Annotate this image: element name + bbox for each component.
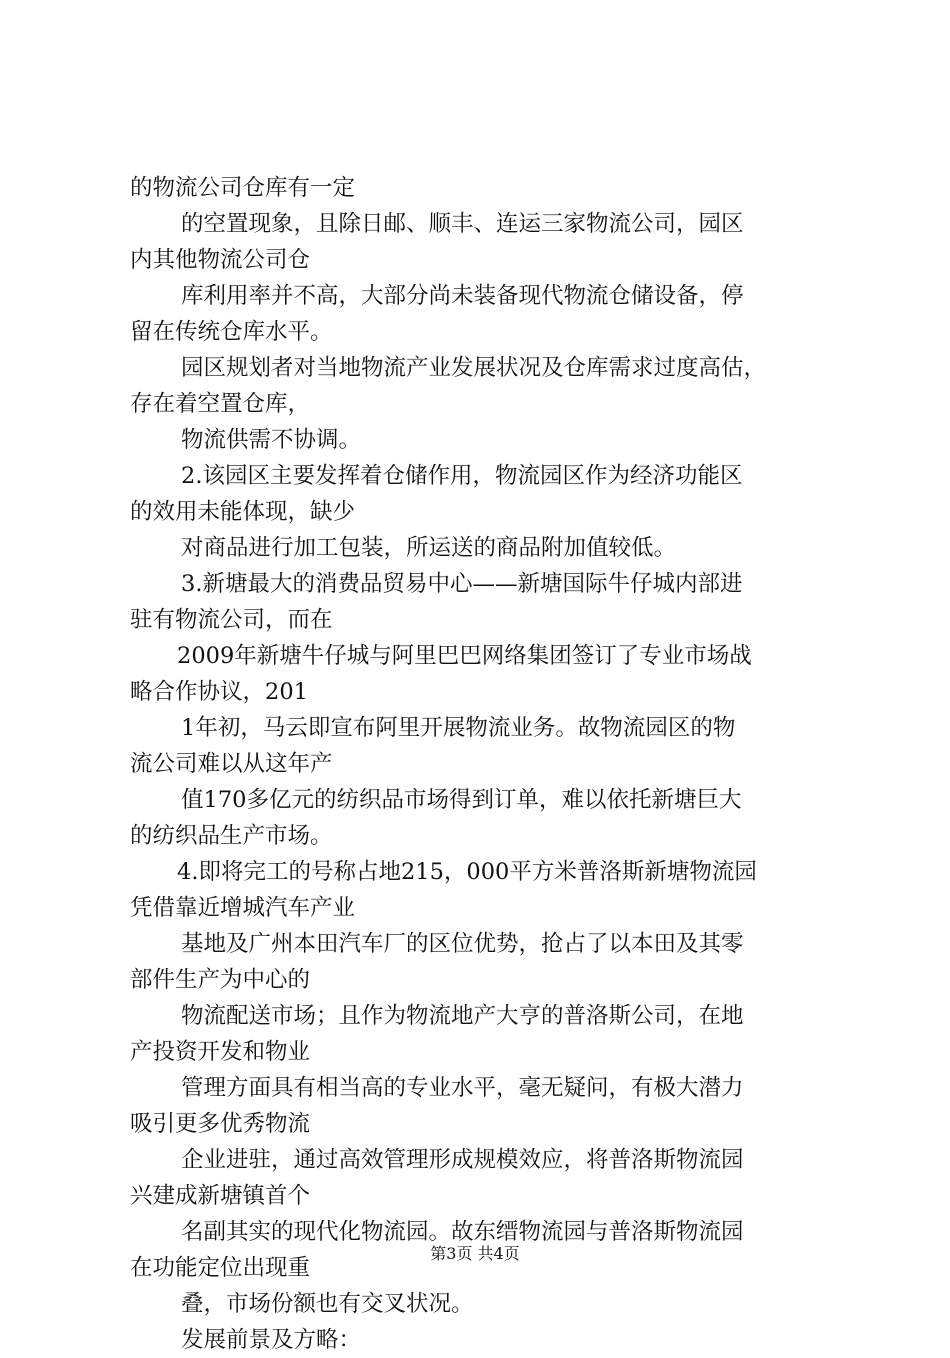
- paragraph: [130, 422, 842, 458]
- text-line: 库利用率并不高，大部分尚未装备现代物流仓储设备，停: [181, 283, 744, 309]
- text-line: 名副其实的现代化物流园。故东缙物流园与普洛斯物流园: [181, 1219, 744, 1245]
- paragraph: [130, 530, 842, 566]
- paragraph: [130, 1070, 842, 1142]
- text-line: 部件生产为中心的: [130, 967, 311, 993]
- document-body: [130, 170, 842, 1358]
- text-line: 流公司难以从这年产: [130, 751, 333, 777]
- text-line: 存在着空置仓库，: [130, 391, 311, 417]
- text-line: 驻有物流公司，而在: [130, 607, 333, 633]
- text-line: 的纺织品生产市场。: [130, 823, 333, 849]
- text-line: 1年初，马云即宣布阿里开展物流业务。故物流园区的物: [181, 715, 736, 741]
- text-line: 的空置现象，且除日邮、顺丰、连运三家物流公司，园区: [181, 211, 744, 237]
- text-line: 产投资开发和物业: [130, 1039, 311, 1065]
- text-line: 值170多亿元的纺织品市场得到订单，难以依托新塘巨大: [181, 787, 742, 813]
- text-line: 企业进驻，通过高效管理形成规模效应，将普洛斯物流园: [181, 1147, 744, 1173]
- text-line: 园区规划者对当地物流产业发展状况及仓库需求过度高估，: [181, 355, 767, 381]
- text-line: 的物流公司仓库有一定: [130, 175, 356, 201]
- text-line: 吸引更多优秀物流: [130, 1111, 311, 1137]
- paragraph: [130, 782, 842, 854]
- text-line: 2.该园区主要发挥着仓储作用，物流园区作为经济功能区: [181, 463, 743, 489]
- text-line: 内其他物流公司仓: [130, 247, 311, 273]
- text-line: 物流配送市场；且作为物流地产大亨的普洛斯公司，在地: [181, 1003, 744, 1029]
- paragraph: [130, 998, 842, 1070]
- text-line: 发展前景及方略：: [181, 1327, 362, 1353]
- text-line: 对商品进行加工包装，所运送的商品附加值较低。: [181, 535, 677, 561]
- numbered-paragraph: [130, 458, 842, 530]
- paragraph: [130, 278, 842, 350]
- numbered-paragraph: [130, 566, 842, 638]
- text-line: 凭借靠近增城汽车产业: [130, 895, 356, 921]
- numbered-paragraph: [130, 854, 842, 926]
- paragraph: [130, 926, 842, 998]
- text-line: 管理方面具有相当高的专业水平，毫无疑问，有极大潜力: [181, 1075, 744, 1101]
- text-line: 物流供需不协调。: [181, 427, 362, 453]
- text-line: 在功能定位出现重: [130, 1255, 311, 1281]
- paragraph: [130, 1142, 842, 1214]
- section-heading: [130, 1322, 842, 1358]
- paragraph: [130, 170, 842, 206]
- text-line: 略合作协议，201: [130, 679, 308, 705]
- text-line: 的效用未能体现，缺少: [130, 499, 356, 525]
- text-line: 留在传统仓库水平。: [130, 319, 333, 345]
- paragraph: [130, 350, 842, 422]
- text-line: 4.即将完工的号称占地215，000平方米普洛斯新塘物流园: [177, 859, 757, 885]
- text-line: 基地及广州本田汽车厂的区位优势，抢占了以本田及其零: [181, 931, 744, 957]
- paragraph: [130, 710, 842, 782]
- paragraph: [130, 206, 842, 278]
- text-line: 兴建成新塘镇首个: [130, 1183, 311, 1209]
- text-line: 3.新塘最大的消费品贸易中心——新塘国际牛仔城内部进: [181, 571, 743, 597]
- text-line: 2009年新塘牛仔城与阿里巴巴网络集团签订了专业市场战: [177, 643, 752, 669]
- paragraph: [130, 1286, 842, 1322]
- page-number-footer: 第3页 共4页: [430, 1244, 520, 1263]
- paragraph: [130, 638, 842, 710]
- text-line: 叠，市场份额也有交叉状况。: [181, 1291, 474, 1317]
